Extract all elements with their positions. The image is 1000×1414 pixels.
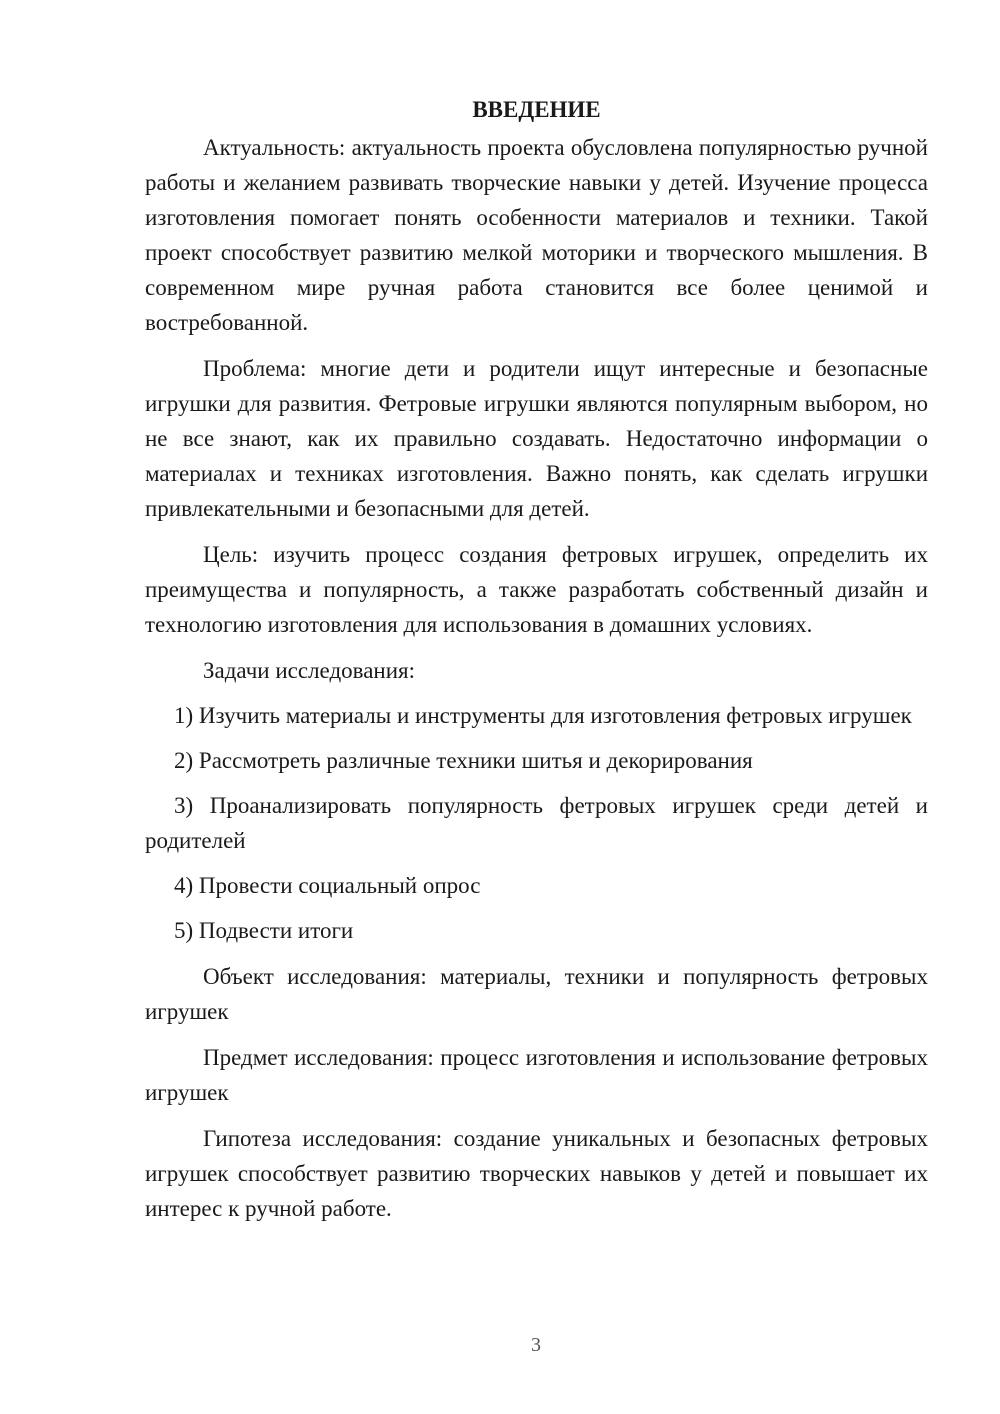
tasks-list: [145, 698, 928, 948]
paragraph-relevance: Актуальность: актуальность проекта обусловлена популярностью ручной работы и желанием развивать творческие навыки у детей. Изучение процесса изготовления помогает понять особенности материалов и техники. Такой проект способствует развитию мелкой моторики и творческого мышления. В современном мире ручная работа становится все более ценимой и востребованной.: [145, 135, 928, 335]
task-item: 5) Подвести итоги: [174, 918, 354, 943]
task-item: 4) Провести социальный опрос: [174, 873, 481, 898]
page-content: [145, 92, 928, 1226]
paragraph-tasks-heading: Задачи исследования:: [203, 658, 416, 683]
task-item: 1) Изучить материалы и инструменты для изготовления фетровых игрушек: [174, 703, 912, 728]
paragraph-problem: Проблема: многие дети и родители ищут интересные и безопасные игрушки для развития. Фетровые игрушки являются популярным выбором, но не все знают, как их правильно создавать. Недостаточно информации о материалах и техниках изготовления. Важно понять, как сделать игрушки привлекательными и безопасными для детей.: [145, 356, 928, 521]
paragraph-object: Объект исследования: материалы, техники и популярность фетровых игрушек: [145, 964, 928, 1024]
paragraph-subject: Предмет исследования: процесс изготовления и использование фетровых игрушек: [145, 1045, 928, 1105]
task-item: 3) Проанализировать популярность фетровых игрушек среди детей и родителей: [145, 793, 928, 853]
paragraph-goal: Цель: изучить процесс создания фетровых игрушек, определить их преимущества и популярность, а также разработать собственный дизайн и технологию изготовления для использования в домашних условиях.: [145, 542, 928, 637]
paragraph-hypothesis: Гипотеза исследования: создание уникальных и безопасных фетровых игрушек способствует развитию творческих навыков у детей и повышает их интерес к ручной работе.: [145, 1126, 928, 1221]
task-item: 2) Рассмотреть различные техники шитья и декорирования: [174, 748, 753, 773]
page-number: 3: [531, 1334, 541, 1356]
section-title: ВВЕДЕНИЕ: [472, 97, 601, 122]
